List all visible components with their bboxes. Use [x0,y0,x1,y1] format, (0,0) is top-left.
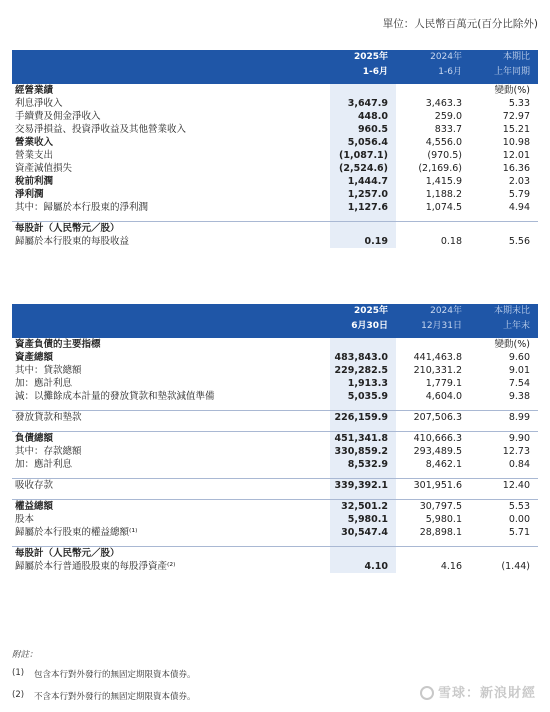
change-percent: 15.21 [502,124,530,135]
table-row [12,547,538,561]
table-body [12,84,538,248]
table-row [12,526,538,539]
current-period-value [330,214,396,222]
header-col-a-line2: 1-6月 [330,65,396,80]
table-row [12,136,538,149]
change-percent: 10.98 [502,137,530,148]
change-percent: 5.33 [508,98,530,109]
row-label [12,492,330,500]
prior-period-value: 1,074.5 [425,202,462,213]
snowball-logo-icon [420,686,434,700]
table-row [12,149,538,162]
header-blank [12,304,330,319]
row-label: 其中：存款總額 [15,446,82,457]
row-label: 發放貸款和墊款 [12,411,330,425]
row-label [12,424,330,432]
current-period-value: 451,341.8 [330,432,396,446]
row-label: 交易淨損益、投資淨收益及其他營業收入 [15,124,187,135]
prior-period-value [396,338,470,351]
header-col-b-line2: 1-6月 [396,65,470,80]
current-period-value [330,547,396,561]
table-row [12,445,538,458]
table-row [12,338,538,351]
table-row [12,390,538,403]
row-label: 加：應計利息 [15,459,73,470]
change-percent [470,539,538,547]
row-label: 利息淨收入 [15,98,63,109]
row-label: 歸屬於本行普通股股東的每股淨資產⁽²⁾ [15,561,176,572]
current-period-value: (1,087.1) [330,149,396,162]
prior-period-value: 4,604.0 [425,391,462,402]
row-label: 資產總額 [15,352,54,363]
change-percent: 9.38 [508,391,530,402]
change-percent: 12.40 [470,479,538,493]
change-percent: 8.99 [470,411,538,425]
prior-period-value [396,222,470,236]
prior-period-value [396,214,470,222]
footnotes [12,648,196,712]
current-period-value: 30,547.4 [330,526,396,539]
row-label: 股本 [15,514,35,525]
prior-period-value [396,424,470,432]
current-period-value [330,539,396,547]
row-label: 每股計（人民幣元／股） [12,547,330,561]
current-period-value [330,338,396,351]
table-row [12,235,538,248]
spacer-row [12,424,538,432]
row-label: 每股計（人民幣元／股） [12,222,330,236]
current-period-value: 330,859.2 [330,445,396,458]
row-label: 淨利潤 [15,189,44,200]
prior-period-value: 301,951.6 [396,479,470,493]
table-row [12,97,538,110]
table-row [12,201,538,214]
prior-period-value: 5,980.1 [425,514,462,525]
table-row [12,175,538,188]
current-period-value: 226,159.9 [330,411,396,425]
change-percent [470,403,538,411]
prior-period-value: 28,898.1 [419,527,462,538]
row-label [12,539,330,547]
footnote-key: (1) [12,668,25,678]
prior-period-value: 0.18 [440,236,462,247]
current-period-value: 448.0 [330,110,396,123]
table-row [12,84,538,97]
current-period-value: 5,980.1 [330,513,396,526]
change-percent: 0.84 [508,459,530,470]
footnote-text: 包含本行對外發行的無固定期限資本債券。 [34,670,196,680]
prior-period-value: 4,556.0 [425,137,462,148]
change-percent [470,424,538,432]
row-label: 其中：歸屬於本行股東的淨利潤 [15,202,149,213]
change-percent: 12.73 [502,446,530,457]
table-row [12,432,538,446]
prior-period-value [396,84,470,97]
table-row [12,188,538,201]
header-col-b-line1: 2024年 [396,50,470,65]
change-percent: 12.01 [502,150,530,161]
table-row [12,377,538,390]
table-row [12,500,538,514]
prior-period-value [396,471,470,479]
row-label: 資產負債的主要指標 [15,339,101,350]
table-row [12,513,538,526]
row-label: 稅前利潤 [15,176,54,187]
current-period-value: 1,913.3 [330,377,396,390]
row-label: 營業支出 [15,150,54,161]
current-period-value: 1,444.7 [330,175,396,188]
change-percent: 5.71 [508,527,530,538]
current-period-value: 5,035.9 [330,390,396,403]
change-percent: 5.53 [470,500,538,514]
row-label: 營業收入 [15,137,54,148]
current-period-value: 32,501.2 [330,500,396,514]
change-percent: 變動(%) [494,85,530,96]
header-col-b-line1: 2024年 [396,304,470,319]
table-row [12,479,538,493]
footnote-text: 不含本行對外發行的無固定期限資本債券。 [34,692,196,702]
table-row [12,123,538,136]
header-blank [12,50,330,65]
header-blank [12,65,330,80]
prior-period-value: 410,666.3 [396,432,470,446]
row-label [12,403,330,411]
change-percent: 16.36 [502,163,530,174]
spacer-row [12,403,538,411]
current-period-value: 0.19 [330,235,396,248]
unit-note: 單位：人民幣百萬元(百分比除外) [382,18,538,30]
prior-period-value [396,403,470,411]
header-col-a-line1: 2025年 [330,50,396,65]
change-percent [470,471,538,479]
table-row [12,110,538,123]
prior-period-value: 8,462.1 [425,459,462,470]
change-percent [470,222,538,236]
current-period-value [330,222,396,236]
row-label: 權益總額 [12,500,330,514]
prior-period-value: 293,489.5 [413,446,462,457]
prior-period-value: 4.16 [440,561,462,572]
prior-period-value [396,547,470,561]
prior-period-value [396,539,470,547]
row-label: 歸屬於本行股東的權益總額⁽¹⁾ [15,527,138,538]
change-percent: 5.56 [508,236,530,247]
header-col-c-line1: 本期末比 [470,304,538,319]
change-percent: 9.01 [508,365,530,376]
prior-period-value: 1,779.1 [425,378,462,389]
row-label: 歸屬於本行股東的每股收益 [15,236,130,247]
current-period-value: 5,056.4 [330,136,396,149]
header-col-a-line1: 2025年 [330,304,396,319]
header-col-c-line2: 上年同期 [470,65,538,80]
current-period-value [330,471,396,479]
row-label: 負債總額 [12,432,330,446]
prior-period-value [396,492,470,500]
header-col-c-line1: 本期比 [470,50,538,65]
current-period-value: 483,843.0 [330,351,396,364]
prior-period-value: 1,415.9 [425,176,462,187]
change-percent: 4.94 [508,202,530,213]
current-period-value: 8,532.9 [330,458,396,471]
change-percent: (1.44) [501,561,530,572]
row-label: 其中：貸款總額 [15,365,82,376]
table-row [12,222,538,236]
current-period-value: 339,392.1 [330,479,396,493]
prior-period-value: 259.0 [434,111,462,122]
footnote-1 [12,668,196,680]
change-percent: 2.03 [508,176,530,187]
change-percent: 變動(%) [494,339,530,350]
table-body [12,338,538,573]
change-percent [470,214,538,222]
row-label: 資產減值損失 [15,163,73,174]
table-row [12,560,538,573]
table-row [12,458,538,471]
row-label: 手續費及佣金淨收入 [15,111,101,122]
prior-period-value: 441,463.8 [413,352,462,363]
change-percent [470,547,538,561]
prior-period-value: (970.5) [427,150,462,161]
row-label [12,471,330,479]
current-period-value [330,492,396,500]
table-row [12,162,538,175]
watermark [420,682,536,701]
spacer-row [12,539,538,547]
table-row [12,351,538,364]
spacer-row [12,471,538,479]
row-label: 減：以攤餘成本計量的發放貸款和墊款減值準備 [15,391,215,402]
prior-period-value: 30,797.5 [396,500,470,514]
prior-period-value: 1,188.2 [425,189,462,200]
prior-period-value: 210,331.2 [413,365,462,376]
current-period-value [330,403,396,411]
footnote-2 [12,690,196,702]
change-percent: 72.97 [502,111,530,122]
current-period-value [330,84,396,97]
footnotes-title: 附註： [12,650,38,660]
header-col-b-line2: 12月31日 [396,319,470,334]
prior-period-value: 207,506.3 [396,411,470,425]
header-col-c-line2: 上年末 [470,319,538,334]
change-percent: 9.60 [508,352,530,363]
spacer-row [12,214,538,222]
table-row [12,411,538,425]
header-col-a-line2: 6月30日 [330,319,396,334]
prior-period-value: 3,463.3 [425,98,462,109]
current-period-value: 1,257.0 [330,188,396,201]
row-label [12,214,330,222]
table-row [12,364,538,377]
footnote-key: (2) [12,690,25,700]
balance-sheet-table [12,304,538,573]
current-period-value: 4.10 [330,560,396,573]
change-percent: 9.90 [470,432,538,446]
header-blank [12,319,330,334]
current-period-value: 1,127.6 [330,201,396,214]
change-percent [470,492,538,500]
current-period-value [330,424,396,432]
watermark-text: 雪球：新浪財經 [437,686,536,701]
current-period-value: 3,647.9 [330,97,396,110]
row-label: 吸收存款 [12,479,330,493]
current-period-value: 229,282.5 [330,364,396,377]
prior-period-value: (2,169.6) [418,163,462,174]
change-percent: 0.00 [508,514,530,525]
row-label: 加：應計利息 [15,378,73,389]
current-period-value: 960.5 [330,123,396,136]
row-label: 經營業績 [15,85,54,96]
change-percent: 7.54 [508,378,530,389]
prior-period-value: 833.7 [434,124,462,135]
change-percent: 5.79 [508,189,530,200]
current-period-value: (2,524.6) [330,162,396,175]
operating-results-table [12,50,538,248]
spacer-row [12,492,538,500]
